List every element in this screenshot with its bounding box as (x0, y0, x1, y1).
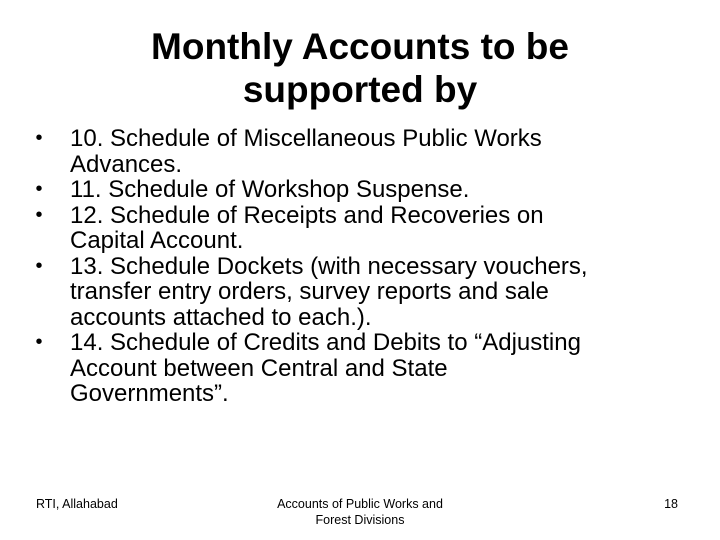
bullet-item (30, 126, 690, 177)
slide-title-line: Monthly Accounts to be (151, 26, 569, 67)
bullet-text: 10. Schedule of Miscellaneous Public Works Advances. (70, 125, 542, 178)
bullet-marker: • (35, 178, 43, 200)
bullet-marker: • (35, 127, 43, 149)
slide-title (0, 25, 720, 111)
bullet-item (30, 254, 690, 331)
footer-topic: Accounts of Public Works and Forest Divisions (277, 497, 443, 527)
bullet-text: 14. Schedule of Credits and Debits to “Adjusting Account between Central and State Governments”. (70, 329, 581, 407)
bullet-marker: • (35, 331, 43, 353)
bullet-text: 11. Schedule of Workshop Suspense. (70, 176, 470, 203)
bullet-item (30, 177, 690, 203)
slide-title-line: supported by (242, 69, 478, 110)
slide-number: 18 (664, 497, 678, 511)
bullet-text: 12. Schedule of Receipts and Recoveries on Capital Account. (70, 201, 544, 254)
bullet-item (30, 330, 690, 407)
bullet-marker: • (35, 203, 43, 226)
bullet-marker: • (35, 254, 43, 277)
bullet-text: 13. Schedule Dockets (with necessary vouchers, transfer entry orders, survey reports and sale accounts attached to each.). (70, 252, 588, 331)
footer-organization: RTI, Allahabad (36, 497, 118, 511)
bullet-item (30, 203, 690, 254)
bullet-list (30, 126, 690, 407)
